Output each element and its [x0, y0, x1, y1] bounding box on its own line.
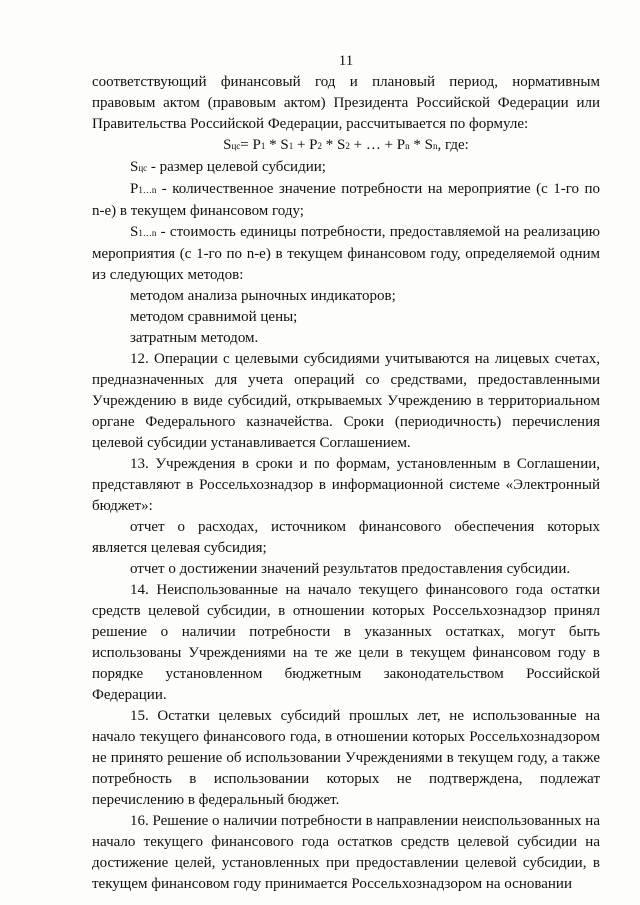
method-item: методом анализа рыночных индикаторов; [130, 288, 396, 304]
report-item: отчет о расходах, источником финансового обеспечения которых является целевая субсидия; [92, 519, 600, 556]
clause-12: 12. Операции с целевыми субсидиями учитываются на лицевых счетах, предназначенных для учета операций со средствами, предоставленными Учреждению в виде субсидий, открываемых Учреждению в территориальном органе Федерального казначейства. Сроки (периодичность) перечисления целевой субсидии устанавливается Соглашением. [92, 351, 600, 451]
paragraph-intro: соответствующий финансовый год и плановый период, нормативным правовым актом (правовым актом) Президента Российской Федерации или Правительства Российской Федерации, рассчитывается по формуле: [92, 74, 600, 132]
definition-s: S1…n - стоимость единицы потребности, предоставляемой на реализацию мероприятия (с 1-го по n-е) в текущем финансовом году, определяемой одним из следующих методов: [92, 224, 600, 283]
page-number: 11 [338, 53, 354, 69]
clause-14: 14. Неиспользованные на начало текущего финансового года остатки средств целевой субсидии, в отношении которых Россельхознадзор принял решение о наличии потребности в указанных остатках, могут быть использованы Учреждениями на те же цели в текущем финансовом году в порядке установленном бюджетным законодательством Российской Федерации. [92, 582, 600, 703]
clause-13: 13. Учреждения в сроки и по формам, установленным в Соглашении, представляют в Россельхознадзор в информационной системе «Электронный бюджет»: [92, 456, 600, 514]
clause-16: 16. Решение о наличии потребности в направлении неиспользованных на начало текущего финансового года остатков средств целевой субсидии на достижение целей, установленных при предоставлении целевой субсидии, в текущем финансовом году принимается Россельхознадзором на основании [92, 813, 600, 892]
method-item: затратным методом. [130, 330, 259, 346]
definition-s-cs: Sцс - размер целевой субсидии; [130, 159, 326, 175]
report-item: отчет о достижении значений результатов предоставления субсидии. [130, 561, 571, 577]
method-item: методом сравнимой цены; [130, 309, 298, 325]
clause-15: 15. Остатки целевых субсидий прошлых лет, не использованные на начало текущего финансового года, в отношении которых Россельхознадзором не принято решение об использовании Учреждениями в текущем году, а также потребность в использовании которых не подтверждена, подлежат перечислению в федеральный бюджет. [92, 708, 600, 808]
formula: Sцс= P1 * S1 + P2 * S2 + … + Pn * Sn, где: [223, 137, 469, 153]
definition-p: P1…n - количественное значение потребности на мероприятие (с 1-го по n-е) в текущем финансовом году; [92, 181, 600, 219]
